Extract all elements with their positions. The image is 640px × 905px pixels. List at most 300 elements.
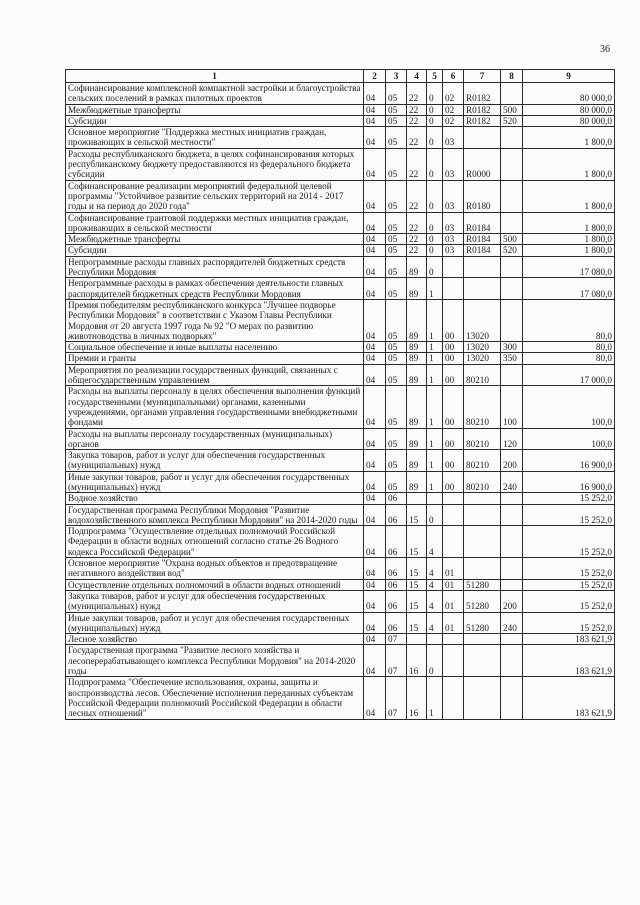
code-cell: 15 (407, 579, 427, 590)
code-cell: 80210 (464, 450, 501, 472)
amount-cell: 15 252,0 (523, 493, 615, 504)
code-cell: 0 (427, 148, 443, 180)
amount-cell: 1 800,0 (523, 180, 615, 212)
table-row (66, 558, 615, 580)
code-cell: 89 (407, 450, 427, 472)
code-cell: 51280 (464, 590, 501, 612)
code-cell: 89 (407, 278, 427, 300)
code-cell: 0 (427, 504, 443, 526)
code-cell: 89 (407, 428, 427, 450)
code-cell: 4 (427, 579, 443, 590)
code-cell (464, 278, 501, 300)
code-cell: 05 (386, 353, 407, 364)
amount-cell: 1 800,0 (523, 127, 615, 149)
code-cell: 1 (427, 278, 443, 300)
code-cell (464, 558, 501, 580)
code-cell: 06 (386, 612, 407, 634)
amount-cell: 15 252,0 (523, 558, 615, 580)
code-cell (501, 278, 523, 300)
code-cell: 01 (443, 558, 464, 580)
code-cell: 05 (386, 299, 407, 341)
code-cell (443, 256, 464, 278)
header-cell: 3 (386, 70, 407, 83)
code-cell: 520 (501, 115, 523, 126)
code-cell: 22 (407, 115, 427, 126)
code-cell (443, 493, 464, 504)
code-cell (501, 504, 523, 526)
code-cell: 0 (427, 645, 443, 677)
table-row (66, 645, 615, 677)
code-cell: 1 (427, 471, 443, 493)
code-cell: 04 (364, 677, 386, 719)
code-cell: 00 (443, 364, 464, 386)
code-cell: R0182 (464, 104, 501, 115)
code-cell: 06 (386, 590, 407, 612)
code-cell: 1 (427, 386, 443, 428)
table-row (66, 104, 615, 115)
code-cell: 04 (364, 104, 386, 115)
table-row (66, 428, 615, 450)
table-row (66, 612, 615, 634)
code-cell: 04 (364, 634, 386, 645)
table-row (66, 115, 615, 126)
table-row (66, 471, 615, 493)
code-cell: 04 (364, 245, 386, 256)
code-cell: 00 (443, 353, 464, 364)
name-cell: Мероприятия по реализации государственных функций, связанных с общегосударственным управлением (66, 364, 364, 386)
code-cell: 100 (501, 386, 523, 428)
code-cell (501, 127, 523, 149)
code-cell: 1 (427, 364, 443, 386)
code-cell (501, 645, 523, 677)
amount-cell: 1 800,0 (523, 212, 615, 234)
header-cell: 6 (443, 70, 464, 83)
code-cell: 04 (364, 450, 386, 472)
amount-cell: 100,0 (523, 386, 615, 428)
code-cell: 0 (427, 115, 443, 126)
code-cell: 1 (427, 450, 443, 472)
code-cell: 06 (386, 579, 407, 590)
amount-cell: 1 800,0 (523, 234, 615, 245)
code-cell: 05 (386, 278, 407, 300)
code-cell: 03 (443, 245, 464, 256)
code-cell (407, 493, 427, 504)
code-cell: 05 (386, 104, 407, 115)
header-cell: 9 (523, 70, 615, 83)
code-cell: 0 (427, 180, 443, 212)
code-cell (501, 148, 523, 180)
code-cell: 04 (364, 127, 386, 149)
code-cell: 500 (501, 104, 523, 115)
code-cell: 04 (364, 558, 386, 580)
code-cell: 01 (443, 590, 464, 612)
code-cell: 05 (386, 234, 407, 245)
name-cell: Социальное обеспечение и иные выплаты населению (66, 342, 364, 353)
code-cell: 04 (364, 612, 386, 634)
header-cell: 8 (501, 70, 523, 83)
code-cell: 00 (443, 428, 464, 450)
code-cell: 300 (501, 342, 523, 353)
name-cell: Водное хозяйство (66, 493, 364, 504)
code-cell: 04 (364, 212, 386, 234)
code-cell: 05 (386, 148, 407, 180)
code-cell: 1 (427, 677, 443, 719)
amount-cell: 100,0 (523, 428, 615, 450)
name-cell: Подпрограмма "Обеспечение использования, охраны, защиты и воспроизводства лесов. Обеспечение исполнения переданных субъектам Российской Федерации полномочий Российской Федерации в области лесных отношений" (66, 677, 364, 719)
code-cell (464, 127, 501, 149)
code-cell (501, 364, 523, 386)
code-cell: 520 (501, 245, 523, 256)
amount-cell: 15 252,0 (523, 526, 615, 558)
code-cell: 05 (386, 115, 407, 126)
code-cell: 04 (364, 353, 386, 364)
code-cell: 04 (364, 299, 386, 341)
amount-cell: 15 252,0 (523, 579, 615, 590)
code-cell: 1 (427, 428, 443, 450)
table-body (66, 83, 615, 720)
code-cell: 05 (386, 256, 407, 278)
code-cell: 00 (443, 342, 464, 353)
code-cell: 04 (364, 579, 386, 590)
code-cell: 89 (407, 364, 427, 386)
name-cell: Государственная программа "Развитие лесного хозяйства и лесоперерабатывающего комплекса Республики Мордовия" на 2014-2020 годы (66, 645, 364, 677)
table-row (66, 386, 615, 428)
code-cell: 22 (407, 212, 427, 234)
amount-cell: 16 900,0 (523, 450, 615, 472)
code-cell: R0184 (464, 234, 501, 245)
code-cell: 15 (407, 590, 427, 612)
code-cell: 04 (364, 590, 386, 612)
code-cell: 04 (364, 234, 386, 245)
code-cell: 89 (407, 256, 427, 278)
code-cell (443, 645, 464, 677)
code-cell: 13020 (464, 353, 501, 364)
code-cell: 04 (364, 278, 386, 300)
name-cell: Расходы на выплаты персоналу государственных (муниципальных) органов (66, 428, 364, 450)
code-cell: 89 (407, 342, 427, 353)
name-cell: Межбюджетные трансферты (66, 104, 364, 115)
code-cell (443, 677, 464, 719)
code-cell: 04 (364, 342, 386, 353)
code-cell: 22 (407, 83, 427, 105)
code-cell: 89 (407, 353, 427, 364)
code-cell: 0 (427, 83, 443, 105)
code-cell (501, 180, 523, 212)
amount-cell: 16 900,0 (523, 471, 615, 493)
header-cell: 2 (364, 70, 386, 83)
header-cell: 7 (464, 70, 501, 83)
code-cell: 4 (427, 612, 443, 634)
code-cell: 22 (407, 104, 427, 115)
table-row (66, 526, 615, 558)
amount-cell: 15 252,0 (523, 590, 615, 612)
amount-cell: 15 252,0 (523, 504, 615, 526)
code-cell: 51280 (464, 579, 501, 590)
code-cell: 03 (443, 212, 464, 234)
code-cell: 00 (443, 299, 464, 341)
code-cell: 80210 (464, 428, 501, 450)
code-cell: 06 (386, 493, 407, 504)
code-cell: 350 (501, 353, 523, 364)
name-cell: Основное мероприятие "Охрана водных объектов и предотвращение негативного воздействия вод" (66, 558, 364, 580)
table-row (66, 256, 615, 278)
table-row (66, 504, 615, 526)
code-cell: 0 (427, 256, 443, 278)
code-cell: 80210 (464, 364, 501, 386)
code-cell (501, 299, 523, 341)
code-cell (501, 579, 523, 590)
code-cell: 22 (407, 234, 427, 245)
code-cell: 00 (443, 450, 464, 472)
code-cell: 07 (386, 677, 407, 719)
code-cell: 06 (386, 504, 407, 526)
table-row (66, 148, 615, 180)
table-row (66, 579, 615, 590)
code-cell (501, 493, 523, 504)
code-cell: 04 (364, 180, 386, 212)
code-cell: R0182 (464, 83, 501, 105)
code-cell: 4 (427, 558, 443, 580)
code-cell: 05 (386, 428, 407, 450)
code-cell: 240 (501, 612, 523, 634)
code-cell: 0 (427, 104, 443, 115)
code-cell: 4 (427, 526, 443, 558)
code-cell: 05 (386, 364, 407, 386)
code-cell: 04 (364, 493, 386, 504)
code-cell: 1 (427, 353, 443, 364)
code-cell (464, 256, 501, 278)
code-cell: 13020 (464, 342, 501, 353)
code-cell: R0182 (464, 115, 501, 126)
code-cell: 05 (386, 180, 407, 212)
code-cell: 06 (386, 526, 407, 558)
table-row (66, 590, 615, 612)
code-cell (407, 634, 427, 645)
code-cell: 22 (407, 148, 427, 180)
code-cell (464, 526, 501, 558)
code-cell: 04 (364, 148, 386, 180)
page-number: 36 (600, 44, 610, 55)
table-row (66, 299, 615, 341)
name-cell: Осуществление отдельных полномочий в области водных отношений (66, 579, 364, 590)
code-cell: 04 (364, 83, 386, 105)
code-cell (443, 504, 464, 526)
code-cell: 03 (443, 148, 464, 180)
code-cell: 15 (407, 504, 427, 526)
code-cell (501, 677, 523, 719)
code-cell (501, 634, 523, 645)
code-cell: 05 (386, 127, 407, 149)
code-cell (443, 278, 464, 300)
table-row (66, 180, 615, 212)
code-cell: 16 (407, 677, 427, 719)
name-cell: Расходы на выплаты персоналу в целях обеспечения выполнения функций государственными (муниципальными) органами, казенными учреждениями, органами управления государственными внебюджетными фондами (66, 386, 364, 428)
name-cell: Расходы республиканского бюджета, в целях софинансирования которых республиканскому бюджету предоставляются из федерального бюджета субсидии (66, 148, 364, 180)
table-row (66, 212, 615, 234)
name-cell: Премия победителям республиканского конкурса "Лучшее подворье Республики Мордовия" в соответствии с Указом Главы Республики Мордовия от 20 августа 1997 года № 92 "О мерах по развитию животноводства в личных подворьях" (66, 299, 364, 341)
table-row (66, 493, 615, 504)
code-cell: 04 (364, 645, 386, 677)
code-cell: 80210 (464, 471, 501, 493)
code-cell: R0184 (464, 245, 501, 256)
code-cell: 22 (407, 127, 427, 149)
code-cell: 80210 (464, 386, 501, 428)
amount-cell: 1 800,0 (523, 148, 615, 180)
table-row (66, 234, 615, 245)
code-cell: 03 (443, 234, 464, 245)
name-cell: Подпрограмма "Осуществление отдельных полномочий Российской Федерации в области водных отношений согласно статье 26 Водного кодекса Российской Федерации" (66, 526, 364, 558)
table-row (66, 127, 615, 149)
code-cell (501, 256, 523, 278)
table-row (66, 245, 615, 256)
code-cell: 200 (501, 590, 523, 612)
code-cell: R0184 (464, 212, 501, 234)
name-cell: Иные закупки товаров, работ и услуг для обеспечения государственных (муниципальных) нужд (66, 471, 364, 493)
code-cell (464, 634, 501, 645)
code-cell: 1 (427, 342, 443, 353)
name-cell: Закупка товаров, работ и услуг для обеспечения государственных (муниципальных) нужд (66, 450, 364, 472)
code-cell (464, 504, 501, 526)
amount-cell: 1 800,0 (523, 245, 615, 256)
code-cell: 500 (501, 234, 523, 245)
code-cell: 13020 (464, 299, 501, 341)
code-cell: 05 (386, 212, 407, 234)
amount-cell: 183 621,9 (523, 677, 615, 719)
code-cell: 05 (386, 450, 407, 472)
code-cell: 04 (364, 428, 386, 450)
code-cell: 22 (407, 245, 427, 256)
name-cell: Субсидии (66, 115, 364, 126)
code-cell: 22 (407, 180, 427, 212)
amount-cell: 17 080,0 (523, 256, 615, 278)
code-cell: 04 (364, 386, 386, 428)
code-cell (443, 526, 464, 558)
code-cell (427, 493, 443, 504)
table-row (66, 450, 615, 472)
code-cell (501, 526, 523, 558)
budget-table (65, 69, 615, 720)
name-cell: Государственная программа Республики Мордовия "Развитие водохозяйственного комплекса Республики Мордовия" на 2014-2020 годы (66, 504, 364, 526)
code-cell: R0180 (464, 180, 501, 212)
code-cell: 15 (407, 612, 427, 634)
code-cell (464, 677, 501, 719)
code-cell: 04 (364, 364, 386, 386)
code-cell: 05 (386, 342, 407, 353)
code-cell: 00 (443, 386, 464, 428)
amount-cell: 183 621,9 (523, 634, 615, 645)
code-cell (501, 558, 523, 580)
amount-cell: 17 000,0 (523, 364, 615, 386)
name-cell: Межбюджетные трансферты (66, 234, 364, 245)
code-cell: 04 (364, 256, 386, 278)
table-row (66, 677, 615, 719)
code-cell: 4 (427, 590, 443, 612)
name-cell: Иные закупки товаров, работ и услуг для обеспечения государственных (муниципальных) нужд (66, 612, 364, 634)
table-row (66, 364, 615, 386)
code-cell: 01 (443, 579, 464, 590)
code-cell: 07 (386, 645, 407, 677)
code-cell: 240 (501, 471, 523, 493)
code-cell: 0 (427, 245, 443, 256)
table-row (66, 353, 615, 364)
code-cell: 03 (443, 180, 464, 212)
name-cell: Софинансирование реализации мероприятий федеральной целевой программы "Устойчивое развитие сельских территорий на 2014 - 2017 годы и на период до 2020 года" (66, 180, 364, 212)
amount-cell: 80 000,0 (523, 104, 615, 115)
code-cell: 15 (407, 526, 427, 558)
table-row (66, 634, 615, 645)
code-cell: 1 (427, 299, 443, 341)
name-cell: Премии и гранты (66, 353, 364, 364)
code-cell: R0000 (464, 148, 501, 180)
code-cell: 05 (386, 471, 407, 493)
code-cell: 02 (443, 104, 464, 115)
code-cell: 0 (427, 127, 443, 149)
code-cell: 200 (501, 450, 523, 472)
amount-cell: 17 080,0 (523, 278, 615, 300)
code-cell: 0 (427, 234, 443, 245)
amount-cell: 15 252,0 (523, 612, 615, 634)
code-cell: 04 (364, 471, 386, 493)
amount-cell: 80 000,0 (523, 115, 615, 126)
table-header-row (66, 70, 615, 83)
table-row (66, 342, 615, 353)
name-cell: Софинансирование грантовой поддержки местных инициатив граждан, проживающих в сельской местности (66, 212, 364, 234)
amount-cell: 80,0 (523, 353, 615, 364)
code-cell (501, 83, 523, 105)
code-cell (427, 634, 443, 645)
code-cell: 00 (443, 471, 464, 493)
code-cell: 0 (427, 212, 443, 234)
name-cell: Софинансирование комплексной компактной застройки и благоустройства сельских поселений в рамках пилотных проектов (66, 83, 364, 105)
code-cell: 07 (386, 634, 407, 645)
name-cell: Лесное хозяйство (66, 634, 364, 645)
code-cell: 15 (407, 558, 427, 580)
code-cell: 04 (364, 115, 386, 126)
code-cell: 120 (501, 428, 523, 450)
table-row (66, 278, 615, 300)
code-cell: 89 (407, 299, 427, 341)
code-cell: 89 (407, 471, 427, 493)
header-cell: 1 (66, 70, 364, 83)
code-cell: 51280 (464, 612, 501, 634)
header-cell: 5 (427, 70, 443, 83)
code-cell: 05 (386, 83, 407, 105)
code-cell: 16 (407, 645, 427, 677)
name-cell: Основное мероприятие "Поддержка местных инициатив граждан, проживающих в сельской местности" (66, 127, 364, 149)
code-cell (443, 634, 464, 645)
amount-cell: 80,0 (523, 299, 615, 341)
table-row (66, 83, 615, 105)
name-cell: Закупка товаров, работ и услуг для обеспечения государственных (муниципальных) нужд (66, 590, 364, 612)
name-cell: Субсидии (66, 245, 364, 256)
amount-cell: 183 621,9 (523, 645, 615, 677)
header-cell: 4 (407, 70, 427, 83)
name-cell: Непрограммные расходы в рамках обеспечения деятельности главных распорядителей бюджетных средств Республики Мордовия (66, 278, 364, 300)
code-cell: 06 (386, 558, 407, 580)
code-cell: 02 (443, 83, 464, 105)
name-cell: Непрограммные расходы главных распорядителей бюджетных средств Республики Мордовия (66, 256, 364, 278)
code-cell: 05 (386, 386, 407, 428)
amount-cell: 80,0 (523, 342, 615, 353)
code-cell: 03 (443, 127, 464, 149)
code-cell: 01 (443, 612, 464, 634)
code-cell (464, 493, 501, 504)
code-cell: 89 (407, 386, 427, 428)
code-cell (464, 645, 501, 677)
code-cell (501, 212, 523, 234)
code-cell: 05 (386, 245, 407, 256)
code-cell: 04 (364, 526, 386, 558)
